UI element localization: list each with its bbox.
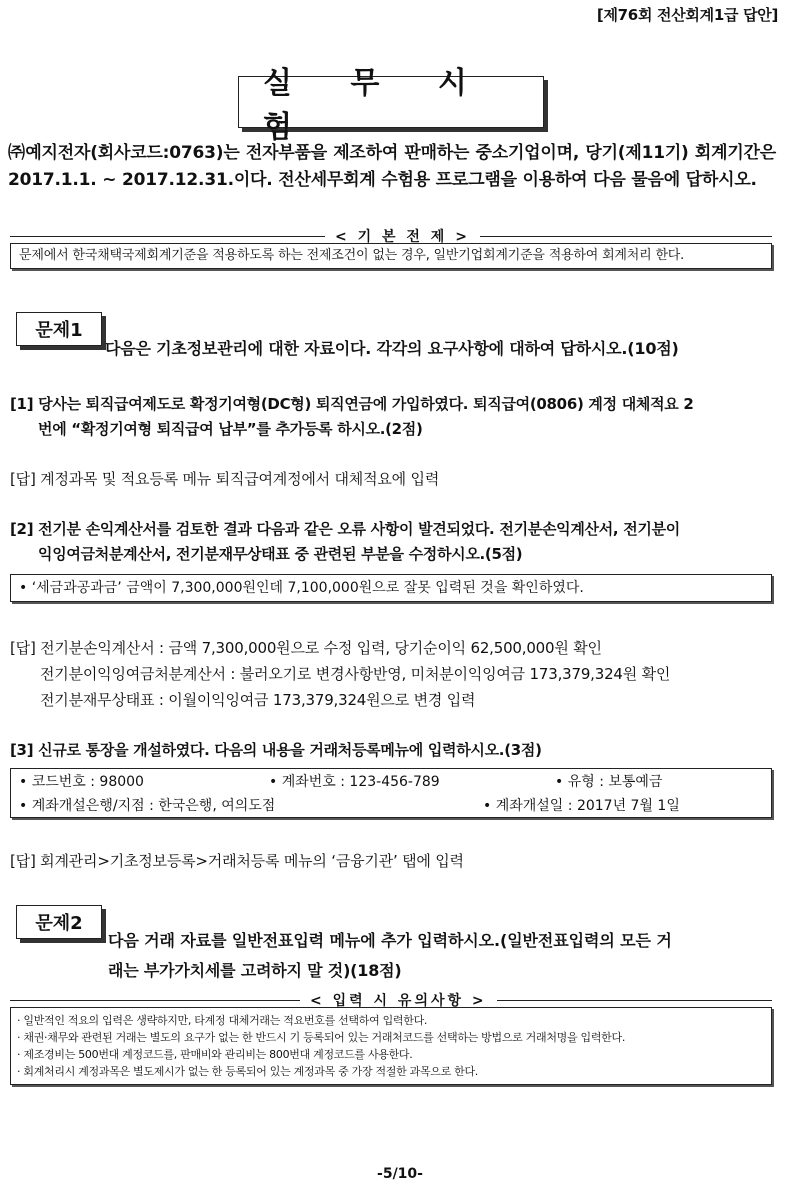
premise-box <box>10 243 772 269</box>
bank-branch: • 계좌개설은행/지점 : 한국은행, 여의도점 <box>19 798 276 814</box>
question2-line2: 익잉여금처분계산서, 전기분재무상태표 중 관련된 부분을 수정하시오.(5점) <box>38 545 523 563</box>
notes-box <box>10 1007 772 1085</box>
page-title: 실 무 시 험 <box>238 76 544 128</box>
premise-label: < 기 본 전 제 > <box>325 226 480 246</box>
intro-paragraph: ㈜예지전자(회사코드:0763)는 전자부품을 제조하여 판매하는 중소기업이며, 당기(제11기) 회계기간은 2017.1.1. ~ 2017.12.31.이다. 전산세무회계 수험용 프로그램을 이용하여 다음 물음에 답하시오. <box>8 143 776 190</box>
question2-answer1: [답] 전기분손익계산서 : 금액 7,300,000원으로 수정 입력, 당기순이익 62,500,000원 확인 <box>10 639 602 657</box>
problem1-label: 문제1 <box>16 312 102 346</box>
question2-answer3: 전기분재무상태표 : 이월이익잉여금 173,379,324원으로 변경 입력 <box>40 691 476 709</box>
question2-info-box <box>10 574 772 602</box>
question2-answer2: 전기분이익잉여금처분계산서 : 불러오기로 변경사항반영, 미처분이익잉여금 173,379,324원 확인 <box>40 665 671 683</box>
question1-line2: 번에 “확정기여형 퇴직급여 납부”를 추가등록 하시오.(2점) <box>38 420 423 438</box>
exam-header-tag: [제76회 전산회계1급 답안] <box>596 6 778 24</box>
code-number: • 코드번호 : 98000 <box>19 774 144 790</box>
premise-text: 문제에서 한국채택국제회계기준을 적용하도록 하는 전제조건이 없는 경우, 일반기업회계기준을 적용하여 회계처리 한다. <box>19 248 685 263</box>
problem2-description-line2: 래는 부가가치세를 고려하지 말 것)(18점) <box>108 961 402 980</box>
question3-answer: [답] 회계관리>기초정보등록>거래처등록 메뉴의 ‘금융기관’ 탭에 입력 <box>10 852 464 870</box>
problem2-label: 문제2 <box>16 905 102 939</box>
problem1-description: 다음은 기초정보관리에 대한 자료이다. 각각의 요구사항에 대하여 답하시오.(10점) <box>105 339 679 358</box>
note-item: · 채권·채무와 관련된 거래는 별도의 요구가 없는 한 반드시 기 등록되어 있는 거래처코드를 선택하는 방법으로 거래처명을 입력한다. <box>17 1031 626 1044</box>
note-item: · 일반적인 적요의 입력은 생략하지만, 타계정 대체거래는 적요번호를 선택하여 입력한다. <box>17 1014 428 1027</box>
question2-line1: [2] 전기분 손익계산서를 검토한 결과 다음과 같은 오류 사항이 발견되었다. 전기분손익계산서, 전기분이 <box>10 520 680 538</box>
account-number: • 계좌번호 : 123-456-789 <box>269 774 440 790</box>
note-item: · 회계처리시 계정과목은 별도제시가 없는 한 등록되어 있는 계정과목 중 가장 적절한 과목으로 한다. <box>17 1065 478 1078</box>
page-number: -5/10- <box>377 1166 423 1182</box>
question1-line1: [1] 당사는 퇴직급여제도로 확정기여형(DC형) 퇴직연금에 가입하였다. 퇴직급여(0806) 계정 대체적요 2 <box>10 395 694 413</box>
question1-answer: [답] 계정과목 및 적요등록 메뉴 퇴직급여계정에서 대체적요에 입력 <box>10 470 440 488</box>
question3-info-box <box>10 768 772 818</box>
note-item: · 제조경비는 500번대 계정코드를, 판매비와 관리비는 800번대 계정코드를 사용한다. <box>17 1048 413 1061</box>
question2-info-text: • ‘세금과공과금’ 금액이 7,300,000원인데 7,100,000원으로 잘못 입력된 것을 확인하였다. <box>19 580 584 596</box>
opening-date: • 계좌개설일 : 2017년 7월 1일 <box>483 798 680 814</box>
notes-label: < 입력 시 유의사항 > <box>300 990 497 1010</box>
question3-text: [3] 신규로 통장을 개설하였다. 다음의 내용을 거래처등록메뉴에 입력하시오.(3점) <box>10 741 542 759</box>
problem2-description-line1: 다음 거래 자료를 일반전표입력 메뉴에 추가 입력하시오.(일반전표입력의 모든 거 <box>108 931 672 950</box>
account-type: • 유형 : 보통예금 <box>555 774 663 790</box>
